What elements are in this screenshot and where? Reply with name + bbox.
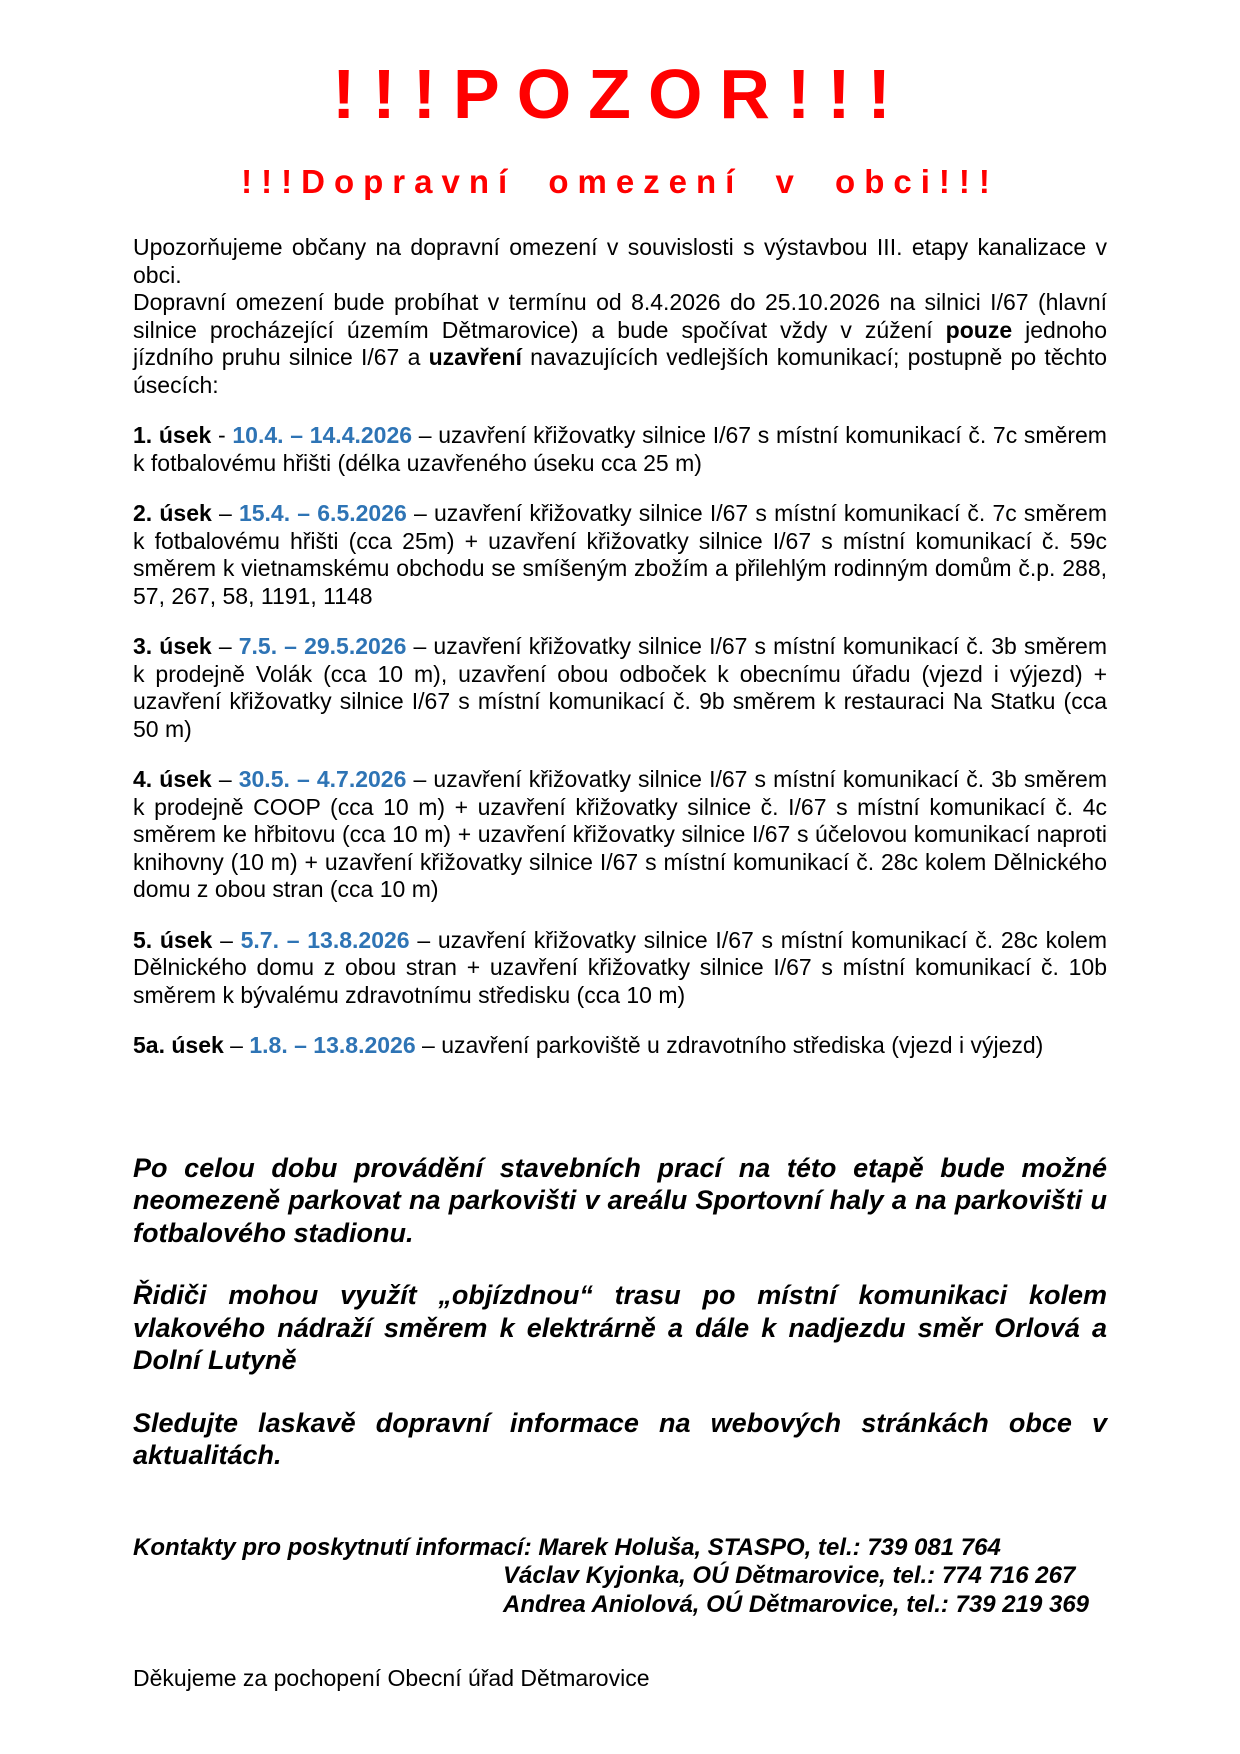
notices-block (133, 1152, 1107, 1472)
section-text: – uzavření křižovatky silnice I/67 s místní komunikací č. 3b směrem k prodejně COOP (cca 10 m) + uzavření křižovatky silnice č. I/67 s místní komunikací č. 4c směrem ke hřbitovu (cca 10 m) + uzavření křižovatky silnice I/67 s účelovou komunikací naproti knihovny (10 m) + uzavření křižovatky silnice I/67 s místní komunikací č. 28c kolem Dělnického domu z obou stran (cca 10 m) (133, 766, 1108, 902)
notice-parking: Po celou dobu provádění stavebních prací na této etapě bude možné neomezeně parkovat na parkovišti v areálu Sportovní haly a na parkovišti u fotbalového stadionu. (133, 1152, 1107, 1248)
section-separator: – (211, 766, 239, 792)
notice-follow-updates: Sledujte laskavě dopravní informace na webových stránkách obce v aktualitách. (133, 1407, 1107, 1470)
section-text: – uzavření křižovatky silnice I/67 s místní komunikací č. 7c směrem k fotbalovému hřišti (cca 25m) + uzavření křižovatky silnice I/67 s místní komunikací č. 59c směrem k vietnamskému obchodu se smíšeným zbožím a přilehlým rodinným domům č.p. 288, 57, 267, 58, 1191, 1148 (133, 500, 1107, 609)
contacts-block (133, 1534, 1107, 1620)
contact-line-3: Andrea Aniolová, OÚ Dětmarovice, tel.: 739 219 369 (503, 1590, 1090, 1618)
section-date: 5.7. – 13.8.2026 (240, 926, 410, 953)
section-date: 30.5. – 4.7.2026 (238, 766, 407, 792)
section-separator: – (211, 500, 239, 526)
section-text: – uzavření křižovatky silnice I/67 s místní komunikací č. 28c kolem Dělnického domu z obou stran + uzavření křižovatky silnice I/67 s místní komunikací č. 10b směrem k bývalému zdravotnímu středisku (cca 10 m) (133, 926, 1107, 1008)
contact-line-2: Václav Kyjonka, OÚ Dětmarovice, tel.: 774 716 267 (503, 1562, 1076, 1589)
section-separator: - (211, 422, 233, 448)
section-date: 15.4. – 6.5.2026 (238, 500, 407, 526)
section-paragraph-5 (133, 927, 1107, 1010)
intro-paragraph-2: Dopravní omezení bude probíhat v termínu od 8.4.2026 do 25.10.2026 na silnici I/67 (hlavní silnice procházející územím Dětmarovice) a bude spočívat vždy v zúžení pouze jednoho jízdního pruhu silnice I/67 a uzavření navazujících vedlejších komunikací; postupně po těchto úsecích: (133, 289, 1107, 398)
contact-line-1: Kontakty pro poskytnutí informací: Marek Holuša, STASPO, tel.: 739 081 764 (133, 1533, 1001, 1561)
intro-paragraph-1: Upozorňujeme občany na dopravní omezení v souvislosti s výstavbou III. etapy kanalizace v obci. (133, 234, 1107, 288)
section-label: 5a. úsek (133, 1032, 224, 1058)
section-label: 1. úsek (133, 422, 212, 448)
section-label: 2. úsek (133, 500, 212, 526)
section-paragraph-4 (133, 766, 1107, 904)
section-text: – uzavření křižovatky silnice I/67 s místní komunikací č. 7c směrem k fotbalovému hřišti (délka uzavřeného úseku cca 25 m) (133, 422, 1107, 476)
section-paragraph-3 (133, 633, 1107, 743)
section-label: 5. úsek (133, 926, 213, 953)
section-text: – uzavření parkoviště u zdravotního střediska (vjezd i výjezd) (415, 1032, 1044, 1058)
notice-detour: Řidiči mohou využít „objízdnou“ trasu po místní komunikaci kolem vlakového nádraží směrem k elektrárně a dále k nadjezdu směr Orlová a Dolní Lutyně (133, 1280, 1107, 1375)
section-paragraph-2 (133, 500, 1107, 610)
page-title: !!!POZOR!!! (332, 55, 908, 133)
section-separator: – (211, 633, 239, 659)
section-separator: – (212, 926, 241, 953)
page-subtitle: !!!Dopravní omezení v obci!!! (241, 163, 999, 200)
section-label: 3. úsek (133, 633, 212, 659)
section-separator: – (223, 1032, 250, 1058)
closing-line: Děkujeme za pochopení Obecní úřad Dětmarovice (133, 1665, 650, 1691)
intro-block (133, 234, 1107, 399)
section-date: 1.8. – 13.8.2026 (249, 1032, 416, 1058)
section-paragraph-1 (133, 422, 1107, 477)
section-paragraph-5a (133, 1032, 1107, 1060)
section-date: 7.5. – 29.5.2026 (238, 633, 407, 659)
section-date: 10.4. – 14.4.2026 (232, 422, 413, 448)
section-label: 4. úsek (133, 766, 212, 792)
section-text: – uzavření křižovatky silnice I/67 s místní komunikací č. 3b směrem k prodejně Volák (cca 10 m), uzavření obou odboček k obecnímu úřadu (vjezd i výjezd) + uzavření křižovatky silnice I/67 s místní komunikací č. 9b směrem k restauraci Na Statku (cca 50 m) (133, 633, 1108, 742)
